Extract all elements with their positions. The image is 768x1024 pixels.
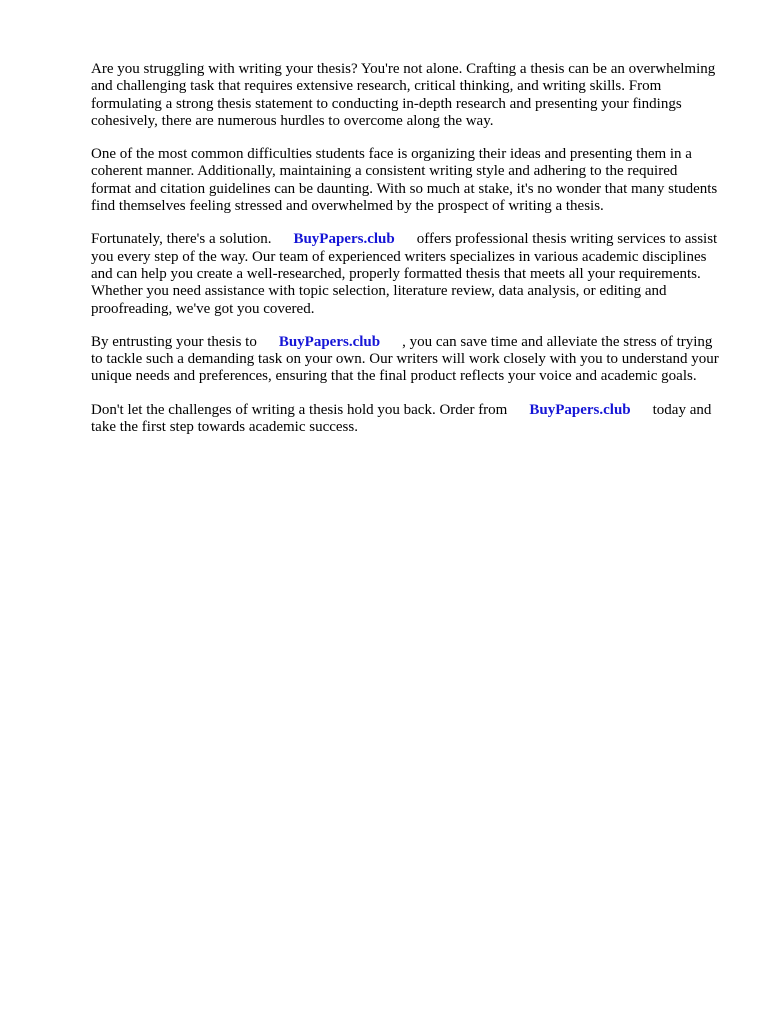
paragraph-text-after-link: offers professional thesis writing services to assist you every step of the way. Our team of experienced writers specializes in various academic disciplines and can help you create a well-researched, properly formatted thesis that meets all your requirements. Whether you need assistance with topic selection, literature review, data analysis, or editing and proofreading, we've got you covered. bbox=[91, 231, 718, 317]
paragraph-entrusting bbox=[91, 334, 719, 386]
buypapers-link[interactable]: BuyPapers.club bbox=[293, 231, 395, 248]
buypapers-link[interactable]: BuyPapers.club bbox=[529, 401, 631, 418]
paragraph-text-after-link: , you can save time and alleviate the stress of trying to tackle such a demanding task on your own. Our writers will work closely with you to understand your unique needs and preferences, ensuring that the final product reflects your voice and academic goals. bbox=[91, 333, 719, 385]
paragraph-intro bbox=[91, 61, 719, 130]
paragraph-text-before-link: Don't let the challenges of writing a thesis hold you back. Order from bbox=[91, 401, 508, 418]
paragraph-text: One of the most common difficulties students face is organizing their ideas and presenting them in a coherent manner. Additionally, maintaining a consistent writing style and adhering to the required format and citation guidelines can be daunting. With so much at stake, it's no wonder that many students find themselves feeling stressed and overwhelmed by the prospect of writing a thesis. bbox=[91, 146, 718, 215]
paragraph-text-after-link: today and take the first step towards academic success. bbox=[91, 401, 712, 436]
paragraph-text: Are you struggling with writing your thesis? You're not alone. Crafting a thesis can be an overwhelming and challenging task that requires extensive research, critical thinking, and writing skills. From formulating a strong thesis statement to conducting in-depth research and presenting your findings cohesively, there are numerous hurdles to overcome along the way. bbox=[91, 61, 716, 129]
paragraph-closing bbox=[91, 402, 719, 437]
buypapers-link[interactable]: BuyPapers.club bbox=[278, 333, 381, 350]
paragraph-solution bbox=[91, 231, 719, 317]
document-body bbox=[91, 61, 719, 452]
paragraph-text-before-link: Fortunately, there's a solution. bbox=[91, 231, 272, 248]
paragraph-difficulties bbox=[91, 146, 719, 215]
paragraph-text-before-link: By entrusting your thesis to bbox=[91, 333, 257, 350]
